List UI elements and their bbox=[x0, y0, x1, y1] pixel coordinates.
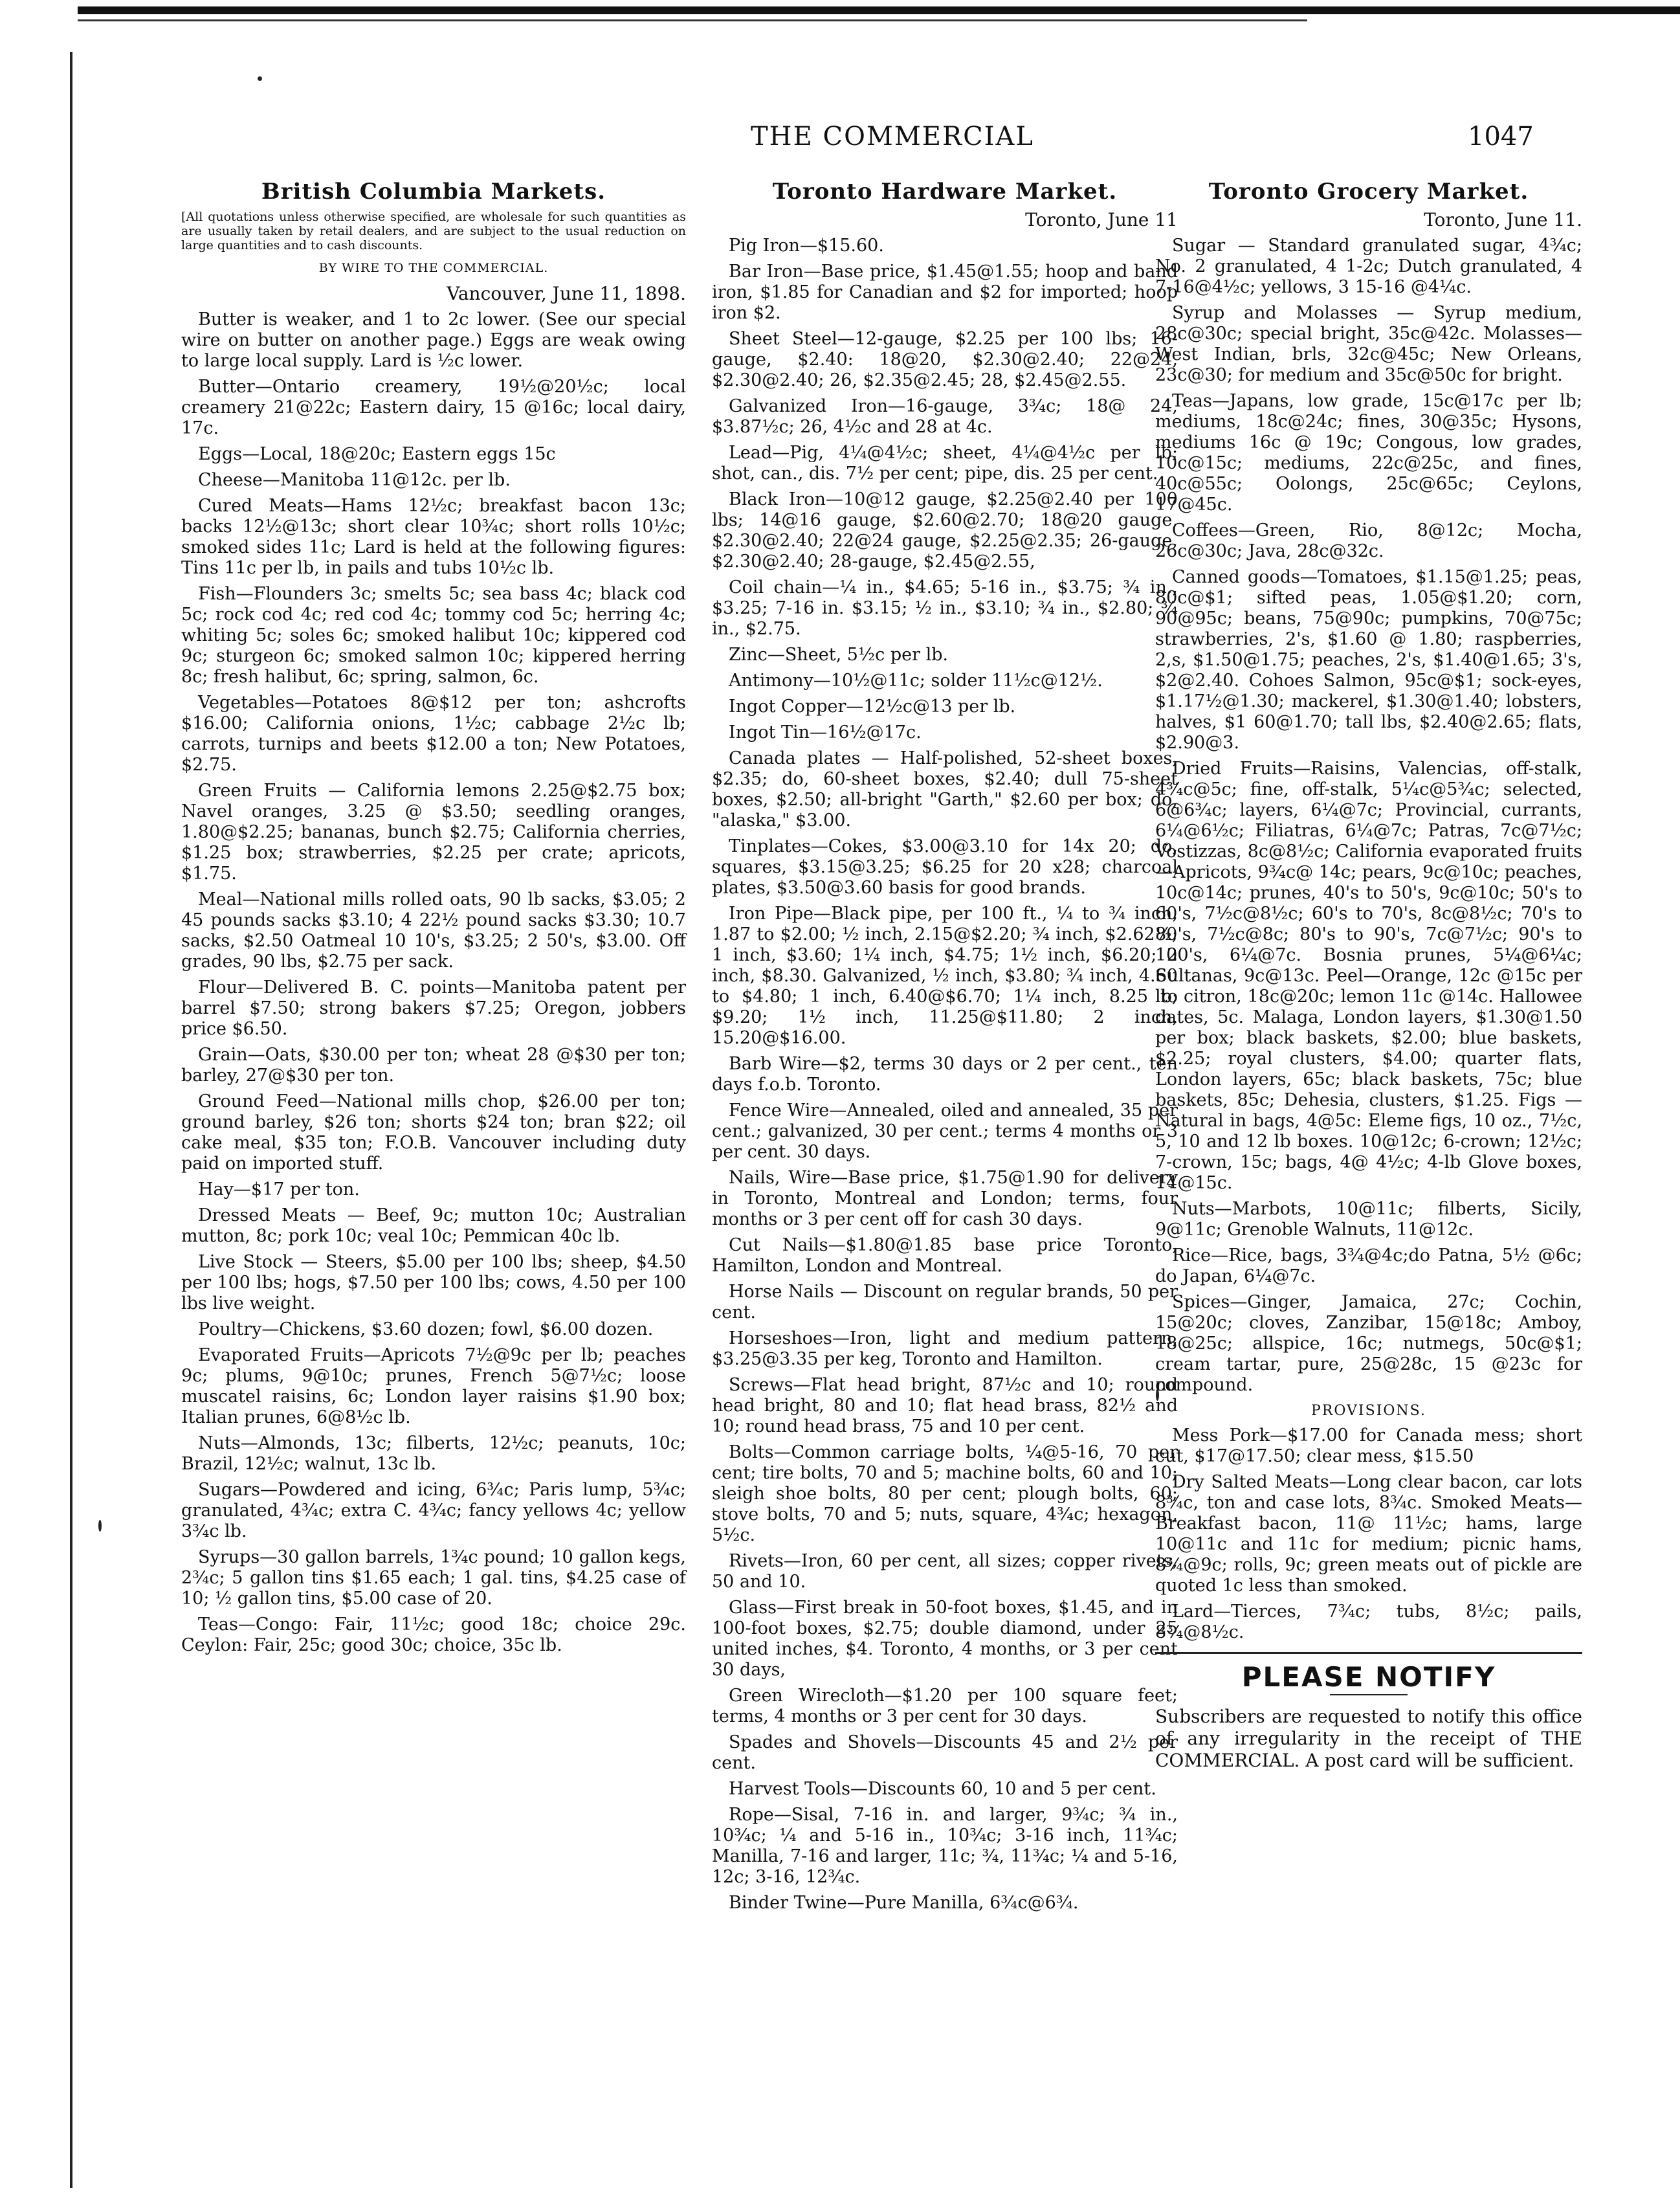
market-paragraph: Meal—National mills rolled oats, 90 lb sacks, $3.05; 2 45 pounds sacks $3.10; 4 22½ pound sacks $3.30; 10.7 sacks, $2.50 Oatmeal 10 10's, $3.25; 2 50's, $3.00. Off grades, 90 lbs, $2.75 per sack. bbox=[181, 889, 686, 972]
page-number: 1047 bbox=[1468, 122, 1534, 151]
market-paragraph: Zinc—Sheet, 5½c per lb. bbox=[729, 645, 949, 665]
market-paragraph: Nails, Wire—Base price, $1.75@1.90 for delivery in Toronto, Montreal and London; terms, four months or 3 per cent off for cash 30 days. bbox=[712, 1168, 1178, 1229]
market-paragraph: Rivets—Iron, 60 per cent, all sizes; copper rivets, 50 and 10. bbox=[712, 1551, 1178, 1592]
market-paragraph: Cured Meats—Hams 12½c; breakfast bacon 13c; backs 12½@13c; short clear 10¾c; short rolls 10½c; smoked sides 11c; Lard is held at the following figures: Tins 11c per lb, in pails and tubs 10½c lb. bbox=[181, 496, 686, 578]
market-paragraph: Eggs—Local, 18@20c; Eastern eggs 15c bbox=[198, 444, 556, 464]
market-paragraph: Binder Twine—Pure Manilla, 6¾c@6¾. bbox=[729, 1893, 1079, 1913]
market-paragraph: Butter—Ontario creamery, 19½@20½c; local creamery 21@22c; Eastern dairy, 15 @16c; local dairy, 17c. bbox=[181, 377, 686, 438]
market-paragraph: Syrups—30 gallon barrels, 1¾c pound; 10 gallon kegs, 2¾c; 5 gallon tins $1.65 each; 1 gal. tins, $4.25 case of 10; ½ gallon tins, $5.00 case of 20. bbox=[181, 1547, 686, 1609]
market-paragraph: Live Stock — Steers, $5.00 per 100 lbs; sheep, $4.50 per 100 lbs; hogs, $7.50 per 100 lbs; cows, 4.50 per 100 lbs live weight. bbox=[181, 1252, 686, 1313]
market-paragraph: Barb Wire—$2, terms 30 days or 2 per cent., ten days f.o.b. Toronto. bbox=[712, 1054, 1178, 1095]
market-paragraph: Horse Nails — Discount on regular brands, 50 per cent. bbox=[712, 1282, 1178, 1323]
market-paragraph: Grain—Oats, $30.00 per ton; wheat 28 @$30 per ton; barley, 27@$30 per ton. bbox=[181, 1045, 686, 1086]
market-paragraph: Nuts—Almonds, 13c; filberts, 12½c; peanuts, 10c; Brazil, 12½c; walnut, 13c lb. bbox=[181, 1433, 686, 1474]
page-header-title: THE COMMERCIAL bbox=[751, 122, 1034, 151]
top-rule bbox=[78, 6, 1680, 14]
market-paragraphs bbox=[181, 309, 686, 1656]
market-paragraph: Butter is weaker, and 1 to 2c lower. (See our special wire on butter on another page.) Eggs are weak owing to large local supply. Lard is ½c lower. bbox=[181, 309, 686, 371]
market-paragraph: Lead—Pig, 4¼@4½c; sheet, 4¼@4½c per lb; shot, can., dis. 7½ per cent; pipe, dis. 25 per cent. bbox=[712, 443, 1178, 484]
market-paragraph: Vegetables—Potatoes 8@$12 per ton; ashcrofts $16.00; California onions, 1½c; cabbage 2½c lb; carrots, turnips and beets $12.00 a ton; New Potatoes, $2.75. bbox=[181, 693, 686, 775]
market-paragraph: Poultry—Chickens, $3.60 dozen; fowl, $6.00 dozen. bbox=[198, 1319, 654, 1339]
market-paragraph: Horseshoes—Iron, light and medium pattern, $3.25@3.35 per keg, Toronto and Hamilton. bbox=[712, 1328, 1178, 1369]
market-paragraph: Sheet Steel—12-gauge, $2.25 per 100 lbs; 16-gauge, $2.40: 18@20, $2.30@2.40; 22@24, $2.30@2.40; 26, $2.35@2.45; 28, $2.45@2.55. bbox=[712, 329, 1178, 390]
speck bbox=[98, 1520, 102, 1532]
market-paragraph: Fence Wire—Annealed, oiled and annealed, 35 per cent.; galvanized, 30 per cent.; terms 4 months or 3 per cent. 30 days. bbox=[712, 1100, 1178, 1162]
market-paragraph: Fish—Flounders 3c; smelts 5c; sea bass 4c; black cod 5c; rock cod 4c; red cod 4c; tommy cod 5c; herring 4c; whiting 5c; soles 6c; smoked halibut 10c; kippered cod 9c; sturgeon 6c; smoked salmon 10c; kippered herring 8c; fresh halibut, 6c; spring, salmon, 6c. bbox=[181, 584, 686, 687]
provisions-heading: PROVISIONS. bbox=[1311, 1403, 1426, 1419]
market-paragraph: Nuts—Marbots, 10@11c; filberts, Sicily, 9@11c; Grenoble Walnuts, 11@12c. bbox=[1155, 1199, 1582, 1240]
market-paragraph: Canned goods—Tomatoes, $1.15@1.25; peas, 80c@$1; sifted peas, 1.05@$1.20; corn, 90@95c; beans, 75@90c; pumpkins, 70@75c; strawberries, 2's, $1.60 @ 1.80; raspberries, 2,s, $1.50@1.75; peaches, 2's, $1.40@1.65; 3's, $2@2.40. Cohoes Salmon, 95c@$1; sock-eyes, $1.17½@1.30; mackerel, $1.30@1.40; lobsters, halves, $1 60@1.70; tall lbs, $2.40@2.65; flats, $2.90@3. bbox=[1155, 567, 1582, 753]
quotation-note: [All quotations unless otherwise specified, are wholesale for such quantities as are usually taken by retail dealers, and are subject to the usual reduction on large quantities and to cash discounts. bbox=[181, 210, 686, 252]
market-paragraphs bbox=[1155, 236, 1582, 1396]
market-paragraph: Spades and Shovels—Discounts 45 and 2½ per cent. bbox=[712, 1732, 1178, 1773]
market-paragraph: Bar Iron—Base price, $1.45@1.55; hoop and band iron, $1.85 for Canadian and $2 for imported; hoop iron $2. bbox=[712, 262, 1178, 323]
market-paragraph: Cut Nails—$1.80@1.85 base price Toronto, Hamilton, London and Montreal. bbox=[712, 1235, 1178, 1276]
market-paragraph: Dressed Meats — Beef, 9c; mutton 10c; Australian mutton, 8c; pork 10c; veal 10c; Pemmican 40c lb. bbox=[181, 1205, 686, 1246]
page-edge-rule bbox=[70, 52, 72, 2188]
market-paragraph: Spices—Ginger, Jamaica, 27c; Cochin, 15@20c; cloves, Zanzibar, 15@18c; Amboy, 18@25c; allspice, 16c; nutmegs, 50c@$1; cream tartar, pure, 25@28c, 15 @23c for compound. bbox=[1155, 1292, 1582, 1395]
market-paragraph: Green Fruits — California lemons 2.25@$2.75 box; Navel oranges, 3.25 @ $3.50; seedling oranges, 1.80@$2.25; bananas, bunch $2.75; California cherries, $1.25 box; strawberries, $2.25 per crate; apricots, $1.75. bbox=[181, 781, 686, 884]
column-title: Toronto Grocery Market. bbox=[1208, 179, 1529, 205]
market-paragraph: Ingot Tin—16½@17c. bbox=[729, 722, 922, 742]
market-paragraph: Galvanized Iron—16-gauge, 3¾c; 18@ 24, $3.87½c; 26, 4½c and 28 at 4c. bbox=[712, 396, 1178, 437]
column-toronto-grocery-market bbox=[1155, 181, 1582, 1772]
market-paragraphs bbox=[712, 236, 1178, 1914]
market-paragraph: Mess Pork—$17.00 for Canada mess; short cut, $17@17.50; clear mess, $15.50 bbox=[1155, 1425, 1582, 1466]
notify-title: PLEASE NOTIFY bbox=[1241, 1661, 1496, 1693]
market-paragraph: Flour—Delivered B. C. points—Manitoba patent per barrel $7.50; strong bakers $7.25; Oregon, jobbers price $6.50. bbox=[181, 977, 686, 1039]
column-british-columbia-markets bbox=[181, 181, 686, 1661]
column-title: British Columbia Markets. bbox=[261, 179, 606, 205]
dateline: Vancouver, June 11, 1898. bbox=[447, 283, 686, 304]
market-paragraph: Ingot Copper—12½c@13 per lb. bbox=[729, 697, 1016, 717]
market-paragraph: Coffees—Green, Rio, 8@12c; Mocha, 26c@30c; Java, 28c@32c. bbox=[1155, 520, 1582, 561]
market-paragraph: Hay—$17 per ton. bbox=[198, 1179, 360, 1200]
notify-divider bbox=[1330, 1694, 1408, 1695]
market-paragraph: Ground Feed—National mills chop, $26.00 per ton; ground barley, $26 ton; shorts $24 ton; bran $22; oil cake meal, $35 ton; F.O.B. Vancouver including duty paid on imported stuff. bbox=[181, 1091, 686, 1174]
market-paragraph: Cheese—Manitoba 11@12c. per lb. bbox=[198, 470, 511, 490]
market-paragraph: Rice—Rice, bags, 3¾@4c;do Patna, 5½ @6c; do Japan, 6¼@7c. bbox=[1155, 1245, 1582, 1286]
dateline: Toronto, June 11. bbox=[1424, 209, 1582, 230]
market-paragraph: Iron Pipe—Black pipe, per 100 ft., ¼ to ¾ inch, 1.87 to $2.00; ½ inch, 2.15@$2.20; ¾ inch, $2.62½; 1 inch, $3.60; 1¼ inch, $4.75; 1½ inch, $6.20; 2 inch, $8.30. Galvanized, ½ inch, $3.80; ¾ inch, 4.60 to $4.80; 1 inch, 6.40@$6.70; 1¼ inch, 8.25 to $9.20; 1½ inch, 11.25@$11.80; 2 inch, 15.20@$16.00. bbox=[712, 904, 1178, 1048]
speck bbox=[258, 76, 262, 81]
market-paragraph: Sugar — Standard granulated sugar, 4¾c; No. 2 granulated, 4 1-2c; Dutch granulated, 4 7-16@4½c; yellows, 3 15-16 @4¼c. bbox=[1155, 236, 1582, 297]
market-paragraph: Teas—Congo: Fair, 11½c; good 18c; choice 29c. Ceylon: Fair, 25c; good 30c; choice, 35c lb. bbox=[181, 1614, 686, 1655]
market-paragraph: Dried Fruits—Raisins, Valencias, off-stalk, 4¾c@5c; fine, off-stalk, 5¼c@5¾c; selected, 6@6¾c; layers, 6¼@7c; Provincial, currants, 6¼@6½c; Filiatras, 6¼@7c; Patras, 7c@7½c; Vostizzas, 8c@8½c; California evaporated fruits—Apricots, 9¾c@ 14c; pears, 9c@10c; peaches, 10c@14c; prunes, 40's to 50's, 9c@10c; 50's to 60's, 7½c@8½c; 60's to 70's, 8c@8½c; 70's to 80's, 7½c@8c; 80's to 90's, 7c@7½c; 90's to 100's, 6¼@7c. Bosnia prunes, 5¼@6¼c; Sultanas, 9c@13c. Peel—Orange, 12c @15c per lb; citron, 18c@20c; lemon 11c @14c. Hallowee dates, 5c. Malaga, London layers, $1.30@1.50 per box; black baskets, $2.00; blue baskets, $2.25; royal clusters, $4.00; quarter flats, London layers, 65c; black baskets, 75c; blue baskets, 85c; Dehesia, clusters, $1.25. Figs —Natural in bags, 4@5c: Eleme figs, 10 oz., 7½c, 5, 10 and 12 lb boxes. 10@12c; 6-crown; 12½c; 7-crown, 15c; bags, 4@ 4½c; 4-lb Glove boxes, 14@15c. bbox=[1155, 759, 1582, 1193]
market-paragraph: Syrup and Molasses — Syrup medium, 28c@30c; special bright, 35c@42c. Molasses—West Indian, brls, 32c@45c; New Orleans, 23c@30; for medium and 35c@50c for bright. bbox=[1155, 303, 1582, 385]
please-notify-box bbox=[1155, 1652, 1582, 1772]
provisions-paragraphs bbox=[1155, 1425, 1582, 1643]
market-paragraph: Sugars—Powdered and icing, 6¾c; Paris lump, 5¾c; granulated, 4¾c; extra C. 4¾c; fancy yellows 4c; yellow 3¾c lb. bbox=[181, 1480, 686, 1541]
market-paragraph: Black Iron—10@12 gauge, $2.25@2.40 per 100 lbs; 14@16 gauge, $2.60@2.70; 18@20 gauge, $2.30@2.40; 22@24 gauge, $2.25@2.35; 26-gauge, $2.30@2.40; 28-gauge, $2.45@2.55, bbox=[712, 489, 1178, 572]
market-paragraph: Harvest Tools—Discounts 60, 10 and 5 per cent. bbox=[729, 1779, 1156, 1799]
top-rule-thin bbox=[78, 19, 1307, 21]
market-paragraph: Lard—Tierces, 7¾c; tubs, 8½c; pails, 8¾@8½c. bbox=[1155, 1602, 1582, 1642]
market-paragraph: Antimony—10½@11c; solder 11½c@12½. bbox=[729, 671, 1103, 691]
market-paragraph: Green Wirecloth—$1.20 per 100 square feet; terms, 4 months or 3 per cent for 30 days. bbox=[712, 1686, 1178, 1726]
market-paragraph: Pig Iron—$15.60. bbox=[729, 236, 884, 256]
market-paragraph: Evaporated Fruits—Apricots 7½@9c per lb; peaches 9c; plums, 9@10c; prunes, French 5@7½c; loose muscatel raisins, 6c; London layer raisins $1.90 box; Italian prunes, 6@8½c lb. bbox=[181, 1345, 686, 1427]
market-paragraph: Canada plates — Half-polished, 52-sheet boxes, $2.35; do, 60-sheet boxes, $2.40; dull 75-sheet boxes, $2.50; all-bright "Garth," $2.60 per box; do, "alaska," $3.00. bbox=[712, 748, 1178, 831]
market-paragraph: Glass—First break in 50-foot boxes, $1.45, and in 100-foot boxes, $2.75; double diamond, under 25 united inches, $4. Toronto, 4 months, or 3 per cent 30 days, bbox=[712, 1598, 1178, 1680]
market-paragraph: Rope—Sisal, 7-16 in. and larger, 9¾c; ¾ in., 10¾c; ¼ and 5-16 in., 10¾c; 3-16 inch, 11¾c; Manilla, 7-16 and larger, 11c; ¾, 11¾c; ¼ and 5-16, 12c; 3-16, 12¾c. bbox=[712, 1805, 1178, 1887]
market-paragraph: Teas—Japans, low grade, 15c@17c per lb; mediums, 18c@24c; fines, 30@35c; Hysons, mediums 16c @ 19c; Congous, low grades, 10c@15c; mediums, 22c@25c, and fines, 40c@55c; Oolongs, 25c@65c; Ceylons, 17@45c. bbox=[1155, 391, 1582, 515]
column-title: Toronto Hardware Market. bbox=[772, 179, 1118, 205]
market-paragraph: Tinplates—Cokes, $3.00@3.10 for 14x 20; do, squares, $3.15@3.25; $6.25 for 20 x28; charcoal plates, $3.50@3.60 basis for good brands. bbox=[712, 836, 1178, 898]
market-paragraph: Coil chain—¼ in., $4.65; 5-16 in., $3.75; ¾ in., $3.25; 7-16 in. $3.15; ½ in., $3.10; ¾ in., $2.80; ¾ in., $2.75. bbox=[712, 577, 1178, 639]
notify-body: Subscribers are requested to notify this office of any irregularity in the receipt of THE COMMERCIAL. A post card will be sufficient. bbox=[1155, 1706, 1582, 1771]
column-toronto-hardware-market bbox=[712, 181, 1178, 1919]
dateline: Toronto, June 11 bbox=[1025, 209, 1178, 230]
market-paragraph: Screws—Flat head bright, 87½c and 10; round head bright, 80 and 10; flat head brass, 82½ and 10; round head brass, 75 and 10 per cent. bbox=[712, 1375, 1178, 1436]
market-paragraph: Dry Salted Meats—Long clear bacon, car lots 8¾c, ton and case lots, 8¾c. Smoked Meats—Breakfast bacon, 11@ 11½c; hams, large 10@11c and 11c for medium; picnic hams, 8¾@9c; rolls, 9c; green meats out of pickle are quoted 1c less than smoked. bbox=[1155, 1472, 1582, 1596]
market-paragraph: Bolts—Common carriage bolts, ¼@5-16, 70 per cent; tire bolts, 70 and 5; machine bolts, 60 and 10; sleigh shoe bolts, 80 per cent; plough bolts, 60; stove bolts, 70 and 5; nuts, square, 4¾c; hexagon, 5½c. bbox=[712, 1442, 1178, 1545]
wire-credit: BY WIRE TO THE COMMERCIAL. bbox=[318, 261, 549, 275]
